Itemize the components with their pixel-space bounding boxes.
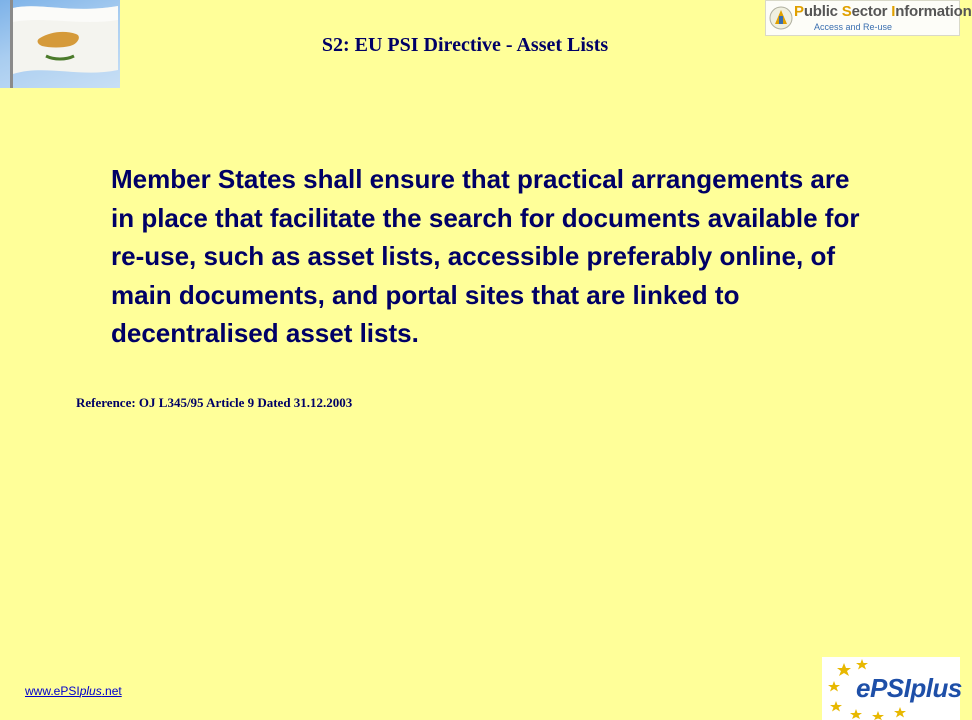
- website-link[interactable]: www.ePSIplus.net: [25, 684, 122, 698]
- slide-title: S2: EU PSI Directive - Asset Lists: [321, 34, 609, 56]
- psi-logo-mark-icon: [769, 4, 793, 32]
- epsiplus-wordmark: ePSIplus: [856, 673, 962, 703]
- cyprus-flag-image: [0, 0, 120, 88]
- psi-logo-title: Public Sector Information: [794, 3, 972, 20]
- slide-body-text: Member States shall ensure that practical arrangements are in place that facilitate the search for documents available for re-use, such as asset lists, accessible preferably online, of main documents, and portal sites that are linked to decentralised asset lists.: [111, 164, 860, 348]
- psi-header-logo: [765, 0, 972, 36]
- psi-logo-subtitle: Access and Re-use: [814, 22, 893, 32]
- reference-note: Reference: OJ L345/95 Article 9 Dated 31.12.2003: [76, 395, 353, 410]
- cyprus-flag-icon: [0, 0, 120, 88]
- epsiplus-logo: [822, 657, 960, 720]
